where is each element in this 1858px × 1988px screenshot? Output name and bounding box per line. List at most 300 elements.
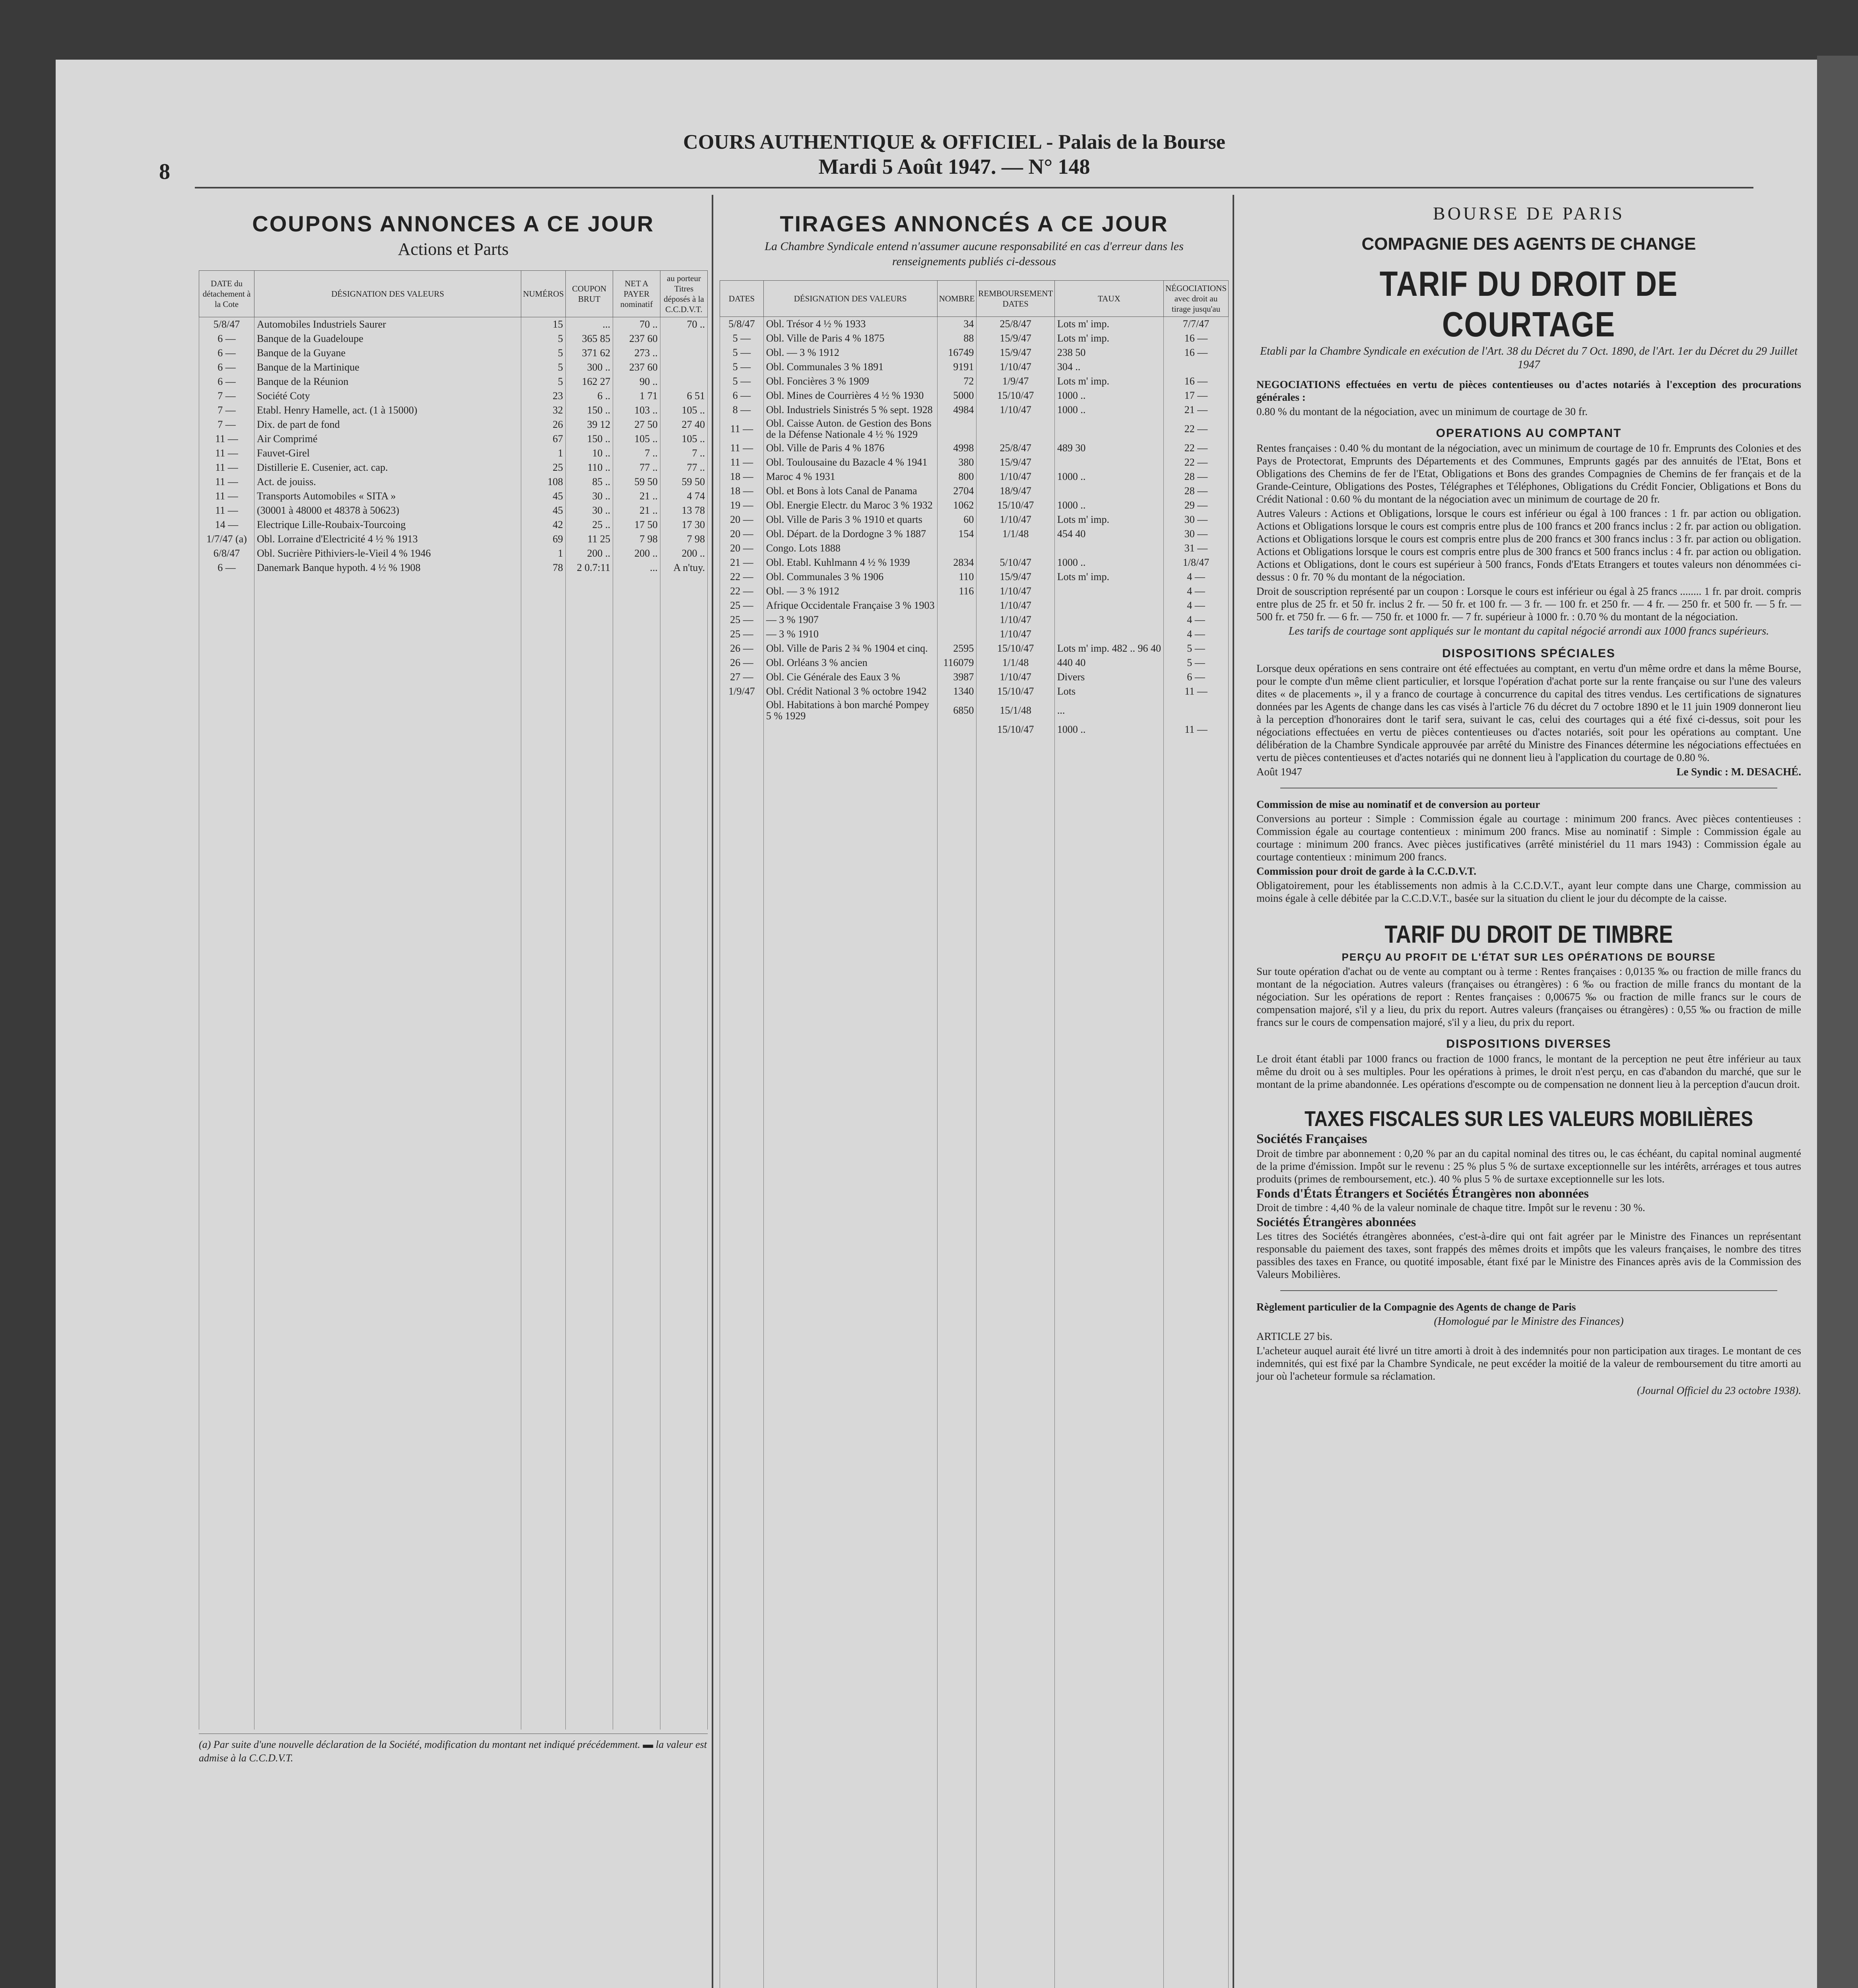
row-nominatif: 200 .. [613, 546, 660, 561]
row-nominatif: 77 .. [613, 460, 660, 475]
row-nominatif: 17 50 [613, 518, 660, 532]
row-jusqu: 11 — [1164, 722, 1229, 737]
coupons-column [199, 195, 708, 1988]
row-designation: — 3 % 1907 [763, 613, 937, 627]
row-taux [1054, 598, 1163, 613]
row-taux [1054, 613, 1163, 627]
row-nominatif: 273 .. [613, 346, 660, 360]
row-jusqu: 4 — [1164, 570, 1229, 584]
row-remb-date: 15/10/47 [977, 684, 1054, 699]
row-remb-date: 25/8/47 [977, 317, 1054, 332]
societes-francaises-heading: Sociétés Françaises [1256, 1132, 1367, 1146]
row-date: 18 — [720, 484, 764, 498]
row-brut: 30 .. [566, 503, 613, 518]
societes-etrangeres-text: Les titres des Sociétés étrangères abonnées, c'est-à-dire qui ont fait agréer par le Ministre des Finances un représentant responsable du paiement des taxes, sont frappés des mêmes droits et impôts que les valeurs françaises, le nombre des titres passibles des taxes en France, ou quotité imposable, étant fixé par le Ministre des Finances après avis de la Commission des Valeurs Mobilières. [1256, 1230, 1801, 1280]
row-nombre: 1340 [937, 684, 977, 699]
reglement-text: L'acheteur auquel aurait été livré un titre amorti à droit à des indemnités pour non participation aux tirages. Le montant de ces indemnités, qui est fixé par la Chambre Syndicale, ne peut excéder la moitié de la valeur de remboursement du titre amorti au jour où l'acheteur formule sa réclamation. [1256, 1345, 1801, 1382]
row-date: 7 — [199, 417, 254, 432]
row-brut: 11 25 [566, 532, 613, 546]
souscription-text: Droit de souscription représenté par un coupon : Lorsque le cours est inférieur ou égal à 25 francs ........ 1 fr. par droit. compris entre plus de 25 fr. et 50 fr. inclus 2 fr. — 50 fr. et 100 fr. — 3 fr. — 100 fr. et 250 fr. — 4 fr. — 250 fr. et 500 fr. — 5 fr. — 500 fr. et 750 fr. — 6 fr. — 750 fr. et 1000 fr. — 7 fr. supérieur à 1000 fr. : 0.70 % du montant de la négociation. [1256, 585, 1801, 623]
row-taux: Lots m' imp. [1054, 331, 1163, 346]
row-nominatif: 59 50 [613, 475, 660, 489]
row-nombre [937, 613, 977, 627]
row-jusqu: 16 — [1164, 374, 1229, 388]
row-designation: Obl. Toulousaine du Bazacle 4 % 1941 [763, 455, 937, 470]
dispositions-text: Lorsque deux opérations en sens contraire ont été effectuées au comptant, en vertu d'un même ordre et dans la même Bourse, pour le compte d'un même client particulier, et lorsque l'opération d'achat porte sur la rente française ou sur l'une des valeurs dites « de placements », il y a franco de courtage à concurrence du capital des titres vendus. Les certifications de signatures données par les Agents de change dans les cas visés à l'article 76 du décret du 7 octobre 1890 et le 11 juin 1909 donneront lieu à la perception d'honoraires dont le tarif sera, suivant le cas, celui des courtages qui a été fixé ci-dessus, soit pour les négociations effectuées en vertu de pièces contentieuses ou d'actes notariés, soit pour les opérations au comptant. Une délibération de la Chambre Syndicale approuvée par arrêté du Ministre des Finances détermine les négociations effectuées en vertu de pièces contentieuses et d'actes notariés qui ne donnent lieu à l'application du courtage de 0.80 %. [1256, 662, 1801, 763]
table-row [720, 613, 1229, 627]
row-taux: Lots m' imp. [1054, 570, 1163, 584]
row-nombre: 380 [937, 455, 977, 470]
row-nominatif: 1 71 [613, 389, 660, 403]
table-row [720, 417, 1229, 441]
row-brut: 150 .. [566, 403, 613, 417]
row-remb-date: 1/10/47 [977, 513, 1054, 527]
row-brut: 6 .. [566, 389, 613, 403]
row-date: 6 — [199, 332, 254, 346]
timbre-text: Sur toute opération d'achat ou de vente au comptant ou à terme : Rentes françaises : 0,0135 ‰ ou fraction de mille francs du montant de la négociation. Autres valeurs (françaises ou étrangères) : 6 ‰ ou fraction de mille francs du montant de la négociation. Sur les opérations de report : Rentes françaises : 0,00675 ‰ ou fraction de mille francs sur le cours de compensation majoré, s'il y a lieu, du prix du report. Autres valeurs (françaises ou étrangères) : 0,55 ‰ ou fraction de mille francs sur le cours de compensation majoré, s'il y a lieu, du prix du report. [1256, 965, 1801, 1028]
row-nominatif: ... [613, 561, 660, 575]
column-divider-2 [1233, 195, 1234, 1988]
row-taux: 1000 .. [1054, 403, 1163, 417]
table-row [199, 489, 708, 503]
table-row [720, 470, 1229, 484]
row-porteur: 27 40 [660, 417, 708, 432]
row-numero: 67 [521, 432, 566, 446]
row-jusqu: 5 — [1164, 656, 1229, 670]
row-brut: 30 .. [566, 489, 613, 503]
row-nominatif: 103 .. [613, 403, 660, 417]
operations-text: Rentes françaises : 0.40 % du montant de la négociation, avec un minimum de courtage de 10 fr. Emprunts des Colonies et des Pays de Protectorat, Emprunts des Départements et des Communes, Emprunts gagés par des annuités de l'Etat, Bons et Obligations des Chemins de fer de l'Etat, Obligations et Bons des grandes Compagnies de Chemins de fer français et de la Grande-Ceinture, Obligations des Postes, Télégraphes et Téléphones, Obligations du Crédit Foncier, Obligations et Bons du Crédit National : 0.60 % du montant de la négociation avec un minimum de courtage de 20 fr. [1256, 442, 1801, 505]
row-remb-date: 1/10/47 [977, 584, 1054, 598]
table-row [199, 532, 708, 546]
row-date: 11 — [720, 417, 764, 441]
table-row [720, 455, 1229, 470]
row-date [720, 699, 764, 722]
row-designation: Obl. Energie Electr. du Maroc 3 % 1932 [763, 498, 937, 513]
row-designation: Obl. Communales 3 % 1906 [763, 570, 937, 584]
row-jusqu: 1/8/47 [1164, 555, 1229, 570]
column-divider-1 [712, 195, 713, 1988]
row-date: 5 — [720, 331, 764, 346]
row-designation: Obl. Sucrière Pithiviers-le-Vieil 4 % 1946 [254, 546, 521, 561]
row-designation: Obl. Habitations à bon marché Pompey 5 % 1929 [763, 699, 937, 722]
row-designation: Obl. — 3 % 1912 [763, 346, 937, 360]
row-taux: 1000 .. [1054, 470, 1163, 484]
journal-reference: (Journal Officiel du 23 octobre 1938). [1637, 1384, 1801, 1396]
row-date: 11 — [720, 441, 764, 455]
row-designation: Obl. Crédit National 3 % octobre 1942 [763, 684, 937, 699]
row-nombre: 154 [937, 527, 977, 541]
table-row [720, 441, 1229, 455]
row-taux [1054, 417, 1163, 441]
row-numero: 69 [521, 532, 566, 546]
commission-text: Conversions au porteur : Simple : Commission égale au courtage : minimum 200 francs. Avec pièces contentieuses : Commission égale au courtage contentieux : minimum 200 francs. Mise au nominatif : Simple : Commission égale au courtage : minimum 200 francs. Avec pièces justificatives (arrêté ministériel du 11 mars 1943) : Commission égale au courtage contentieux : minimum 200 francs. [1256, 813, 1801, 863]
row-date: 6 — [720, 388, 764, 403]
row-date: 14 — [199, 518, 254, 532]
table-row [199, 375, 708, 389]
row-designation: Congo. Lots 1888 [763, 541, 937, 555]
row-porteur: 6 51 [660, 389, 708, 403]
top-rule [195, 187, 1753, 188]
row-nombre [937, 598, 977, 613]
date-text: Août 1947 [1256, 766, 1302, 778]
row-remb-date: 1/10/47 [977, 613, 1054, 627]
row-jusqu [1164, 360, 1229, 374]
article-heading: ARTICLE 27 bis. [1256, 1330, 1333, 1342]
table-row [720, 388, 1229, 403]
row-nombre: 16749 [937, 346, 977, 360]
tirages-header-nombre: NOMBRE [937, 281, 977, 317]
row-taux: Lots [1054, 684, 1163, 699]
row-taux: 1000 .. [1054, 388, 1163, 403]
row-designation: Afrique Occidentale Française 3 % 1903 [763, 598, 937, 613]
coupons-header-designation: DÉSIGNATION DES VALEURS [254, 271, 521, 317]
table-blank-space [720, 737, 1229, 1988]
row-remb-date: 1/1/48 [977, 656, 1054, 670]
fonds-etrangers-text: Droit de timbre : 4,40 % de la valeur nominale de chaque titre. Impôt sur le revenu : 30 %. [1256, 1202, 1645, 1213]
row-taux: Divers [1054, 670, 1163, 684]
row-jusqu: 16 — [1164, 331, 1229, 346]
row-designation: Dix. de part de fond [254, 417, 521, 432]
row-jusqu: 4 — [1164, 627, 1229, 641]
row-porteur: 105 .. [660, 432, 708, 446]
row-designation: Banque de la Martinique [254, 360, 521, 375]
row-jusqu: 28 — [1164, 470, 1229, 484]
coupons-header-brut: COUPON BRUT [566, 271, 613, 317]
row-nombre [937, 541, 977, 555]
row-designation: Obl. Mines de Courrières 4 ½ % 1930 [763, 388, 937, 403]
row-date: 27 — [720, 670, 764, 684]
row-designation: Obl. Communales 3 % 1891 [763, 360, 937, 374]
row-remb-date: 1/10/47 [977, 598, 1054, 613]
row-date: 6 — [199, 346, 254, 360]
row-brut: 85 .. [566, 475, 613, 489]
row-numero: 15 [521, 317, 566, 332]
table-row [720, 627, 1229, 641]
page-number: 8 [159, 159, 170, 184]
row-nominatif: 7 98 [613, 532, 660, 546]
compagnie-heading: COMPAGNIE DES AGENTS DE CHANGE [1361, 234, 1696, 254]
divider [1280, 1290, 1777, 1291]
row-taux [1054, 484, 1163, 498]
table-row [199, 317, 708, 332]
tarif-column [1241, 195, 1817, 1988]
row-designation: Banque de la Guadeloupe [254, 332, 521, 346]
row-porteur: 77 .. [660, 460, 708, 475]
row-nombre: 2834 [937, 555, 977, 570]
row-date: 5 — [720, 374, 764, 388]
row-nombre: 34 [937, 317, 977, 332]
row-remb-date: 25/8/47 [977, 441, 1054, 455]
row-designation: Danemark Banque hypoth. 4 ½ % 1908 [254, 561, 521, 575]
tirages-header-designation: DÉSIGNATION DES VALEURS [763, 281, 937, 317]
row-date: 11 — [199, 503, 254, 518]
coupons-header-numeros: NUMÉROS [521, 271, 566, 317]
row-designation: Obl. Trésor 4 ½ % 1933 [763, 317, 937, 332]
row-brut: 25 .. [566, 518, 613, 532]
row-date: 11 — [199, 489, 254, 503]
tarif-title: TARIF DU DROIT DE COURTAGE [1379, 264, 1678, 344]
row-jusqu: 22 — [1164, 417, 1229, 441]
row-date: 6 — [199, 360, 254, 375]
table-row [199, 403, 708, 417]
row-date: 25 — [720, 613, 764, 627]
row-numero: 1 [521, 446, 566, 460]
tirages-header-negociations: NÉGOCIATIONS avec droit au tirage jusqu'au [1164, 281, 1229, 317]
row-nominatif: 90 .. [613, 375, 660, 389]
row-numero: 45 [521, 489, 566, 503]
row-brut: 39 12 [566, 417, 613, 432]
row-remb-date: 1/10/47 [977, 470, 1054, 484]
table-row [720, 584, 1229, 598]
row-date: 8 — [720, 403, 764, 417]
taxes-title: TAXES FISCALES SUR LES VALEURS MOBILIÈRES [1304, 1107, 1753, 1131]
row-designation: Obl. Industriels Sinistrés 5 % sept. 1928 [763, 403, 937, 417]
row-date: 20 — [720, 541, 764, 555]
row-date: 1/9/47 [720, 684, 764, 699]
row-porteur [660, 375, 708, 389]
row-designation: Obl. Départ. de la Dordogne 3 % 1887 [763, 527, 937, 541]
table-blank-space [199, 575, 708, 1730]
row-nombre: 9191 [937, 360, 977, 374]
row-jusqu: 21 — [1164, 403, 1229, 417]
row-numero: 5 [521, 360, 566, 375]
row-designation: Obl. Cie Générale des Eaux 3 % [763, 670, 937, 684]
row-jusqu: 22 — [1164, 455, 1229, 470]
row-taux: 304 .. [1054, 360, 1163, 374]
row-numero: 5 [521, 332, 566, 346]
row-designation: Banque de la Réunion [254, 375, 521, 389]
row-remb-date: 1/10/47 [977, 403, 1054, 417]
coupons-header-porteur-depose: au porteur Titres déposés à la C.C.D.V.T. [660, 271, 708, 317]
masthead-date: Mardi 5 Août 1947. — N° 148 [818, 155, 1090, 179]
row-nominatif: 21 .. [613, 503, 660, 518]
reglement-title: Règlement particulier de la Compagnie des Agents de change de Paris [1256, 1301, 1576, 1313]
row-nombre: 4984 [937, 403, 977, 417]
row-designation: Automobiles Industriels Saurer [254, 317, 521, 332]
table-row [720, 346, 1229, 360]
row-porteur [660, 360, 708, 375]
row-jusqu: 16 — [1164, 346, 1229, 360]
row-designation: Distillerie E. Cusenier, act. cap. [254, 460, 521, 475]
row-numero: 78 [521, 561, 566, 575]
table-row [199, 446, 708, 460]
row-numero: 42 [521, 518, 566, 532]
row-date: 21 — [720, 555, 764, 570]
table-row [199, 346, 708, 360]
row-numero: 25 [521, 460, 566, 475]
table-row [720, 722, 1229, 737]
row-numero: 5 [521, 375, 566, 389]
row-designation: Obl. Caisse Auton. de Gestion des Bons de la Défense Nationale 4 ½ % 1929 [763, 417, 937, 441]
row-designation [763, 722, 937, 737]
row-date: 25 — [720, 598, 764, 613]
negociations-rate: 0.80 % du montant de la négociation, avec un minimum de courtage de 30 fr. [1256, 406, 1588, 417]
row-taux: Lots m' imp. 482 .. 96 40 [1054, 641, 1163, 656]
diverses-text: Le droit étant établi par 1000 francs ou fraction de 1000 francs, le montant de la perception ne peut être inférieur au taux même du droit ou à ses multiples. Pour les opérations à primes, le droit n'est perçu, en cas d'abandon du marché, que sur le montant de la prime abandonnée. Les opérations d'escompte ou de compensation ne donnent lieu à la perception d'aucun droit. [1256, 1053, 1801, 1090]
table-row [720, 374, 1229, 388]
tirages-header-dates: DATES [720, 281, 764, 317]
row-brut: 365 85 [566, 332, 613, 346]
table-row [720, 570, 1229, 584]
row-nombre: 116079 [937, 656, 977, 670]
row-jusqu: 5 — [1164, 641, 1229, 656]
row-nombre [937, 722, 977, 737]
table-row [199, 561, 708, 575]
row-numero: 1 [521, 546, 566, 561]
row-nombre: 72 [937, 374, 977, 388]
row-brut: 150 .. [566, 432, 613, 446]
row-taux: ... [1054, 699, 1163, 722]
row-date: 19 — [720, 498, 764, 513]
table-row [199, 360, 708, 375]
row-designation: Obl. Orléans 3 % ancien [763, 656, 937, 670]
row-designation: Transports Automobiles « SITA » [254, 489, 521, 503]
table-row [720, 403, 1229, 417]
row-designation: Etabl. Henry Hamelle, act. (1 à 15000) [254, 403, 521, 417]
table-row [720, 699, 1229, 722]
row-designation: Obl. Foncières 3 % 1909 [763, 374, 937, 388]
row-remb-date: 15/9/47 [977, 331, 1054, 346]
table-row [720, 498, 1229, 513]
row-remb-date: 1/10/47 [977, 627, 1054, 641]
table-row [199, 417, 708, 432]
row-date: 20 — [720, 513, 764, 527]
row-taux: Lots m' imp. [1054, 513, 1163, 527]
table-row [720, 555, 1229, 570]
commission-title: Commission de mise au nominatif et de conversion au porteur [1256, 798, 1540, 810]
row-remb-date: 1/1/48 [977, 527, 1054, 541]
row-nominatif: 70 .. [613, 317, 660, 332]
row-date: 7 — [199, 403, 254, 417]
table-row [720, 513, 1229, 527]
societes-etrangeres-heading: Sociétés Étrangères abonnées [1256, 1215, 1416, 1229]
table-row [720, 527, 1229, 541]
row-designation: Air Comprimé [254, 432, 521, 446]
operations-title: OPERATIONS AU COMPTANT [1436, 427, 1622, 440]
table-row [199, 432, 708, 446]
row-remb-date: 5/10/47 [977, 555, 1054, 570]
diverses-title: DISPOSITIONS DIVERSES [1446, 1037, 1611, 1050]
row-designation: Obl. Ville de Paris 4 % 1876 [763, 441, 937, 455]
table-row [720, 641, 1229, 656]
table-row [720, 598, 1229, 613]
row-nombre: 88 [937, 331, 977, 346]
tarif-subtitle: Etabli par la Chambre Syndicale en exécution de l'Art. 38 du Décret du 7 Oct. 1890, de l'Art. 1er du Décret du 29 Juillet 1947 [1260, 345, 1798, 371]
tirages-note: La Chambre Syndicale entend n'assumer aucune responsabilité en cas d'erreur dans les renseignements publiés ci-dessous [765, 240, 1184, 268]
row-nominatif: 105 .. [613, 432, 660, 446]
table-row [199, 332, 708, 346]
bourse-heading: BOURSE DE PARIS [1433, 203, 1625, 223]
row-remb-date: 15/1/48 [977, 699, 1054, 722]
row-porteur: 13 78 [660, 503, 708, 518]
row-jusqu: 11 — [1164, 684, 1229, 699]
row-designation: (30001 à 48000 et 48378 à 50623) [254, 503, 521, 518]
row-nominatif: 7 .. [613, 446, 660, 460]
row-designation: Obl. Lorraine d'Electricité 4 ½ % 1913 [254, 532, 521, 546]
tirages-column [720, 195, 1229, 1988]
row-nombre: 1062 [937, 498, 977, 513]
row-designation: Maroc 4 % 1931 [763, 470, 937, 484]
row-brut: 2 0.7:11 [566, 561, 613, 575]
row-nombre: 4998 [937, 441, 977, 455]
negociations-heading: NEGOCIATIONS effectuées en vertu de pièces contentieuses ou d'actes notariés à l'exception des procurations générales : [1256, 379, 1801, 403]
row-numero: 32 [521, 403, 566, 417]
row-date: 11 — [199, 446, 254, 460]
row-remb-date [977, 541, 1054, 555]
coupons-title: COUPONS ANNONCES A CE JOUR [252, 211, 654, 236]
row-nombre: 2704 [937, 484, 977, 498]
book-edge [1817, 56, 1858, 1988]
row-porteur: 200 .. [660, 546, 708, 561]
row-brut: 10 .. [566, 446, 613, 460]
row-remb-date: 15/9/47 [977, 570, 1054, 584]
row-nombre: 800 [937, 470, 977, 484]
row-porteur: 4 74 [660, 489, 708, 503]
coupons-footnote: (a) Par suite d'une nouvelle déclaration de la Société, modification du montant net indiqué précédemment. ▬ la valeur est admise à la C.C.D.V.T. [199, 1734, 708, 1765]
row-brut: ... [566, 317, 613, 332]
row-jusqu: 4 — [1164, 613, 1229, 627]
row-jusqu [1164, 699, 1229, 722]
row-brut: 162 27 [566, 375, 613, 389]
signature-line [1256, 765, 1801, 778]
row-nominatif: 21 .. [613, 489, 660, 503]
row-date [720, 722, 764, 737]
row-nombre: 116 [937, 584, 977, 598]
coupons-subtitle: Actions et Parts [398, 239, 509, 259]
table-row [199, 460, 708, 475]
row-taux [1054, 455, 1163, 470]
row-date: 5/8/47 [720, 317, 764, 332]
table-row [199, 518, 708, 532]
row-numero: 5 [521, 346, 566, 360]
row-date: 7 — [199, 389, 254, 403]
row-date: 5 — [720, 346, 764, 360]
row-nombre: 3987 [937, 670, 977, 684]
row-date: 6 — [199, 375, 254, 389]
row-nombre: 2595 [937, 641, 977, 656]
row-jusqu: 30 — [1164, 513, 1229, 527]
row-numero: 26 [521, 417, 566, 432]
row-date: 26 — [720, 656, 764, 670]
table-row [720, 484, 1229, 498]
row-date: 18 — [720, 470, 764, 484]
row-taux [1054, 541, 1163, 555]
row-designation: Electrique Lille-Roubaix-Tourcoing [254, 518, 521, 532]
table-row [720, 670, 1229, 684]
timbre-subtitle: PERÇU AU PROFIT DE L'ÉTAT SUR LES OPÉRATIONS DE BOURSE [1342, 951, 1716, 963]
row-date: 6/8/47 [199, 546, 254, 561]
table-row [199, 389, 708, 403]
row-nominatif: 237 60 [613, 360, 660, 375]
garde-title: Commission pour droit de garde à la C.C.D.V.T. [1256, 865, 1477, 877]
row-jusqu: 22 — [1164, 441, 1229, 455]
row-porteur: A n'tuy. [660, 561, 708, 575]
row-remb-date: 15/9/47 [977, 455, 1054, 470]
row-remb-date: 18/9/47 [977, 484, 1054, 498]
row-nominatif: 27 50 [613, 417, 660, 432]
row-jusqu: 4 — [1164, 584, 1229, 598]
row-porteur: 70 .. [660, 317, 708, 332]
row-jusqu: 4 — [1164, 598, 1229, 613]
row-taux: 454 40 [1054, 527, 1163, 541]
row-date: 22 — [720, 584, 764, 598]
row-porteur: 59 50 [660, 475, 708, 489]
row-date: 11 — [199, 475, 254, 489]
row-nombre: 110 [937, 570, 977, 584]
row-designation: — 3 % 1910 [763, 627, 937, 641]
row-porteur [660, 332, 708, 346]
